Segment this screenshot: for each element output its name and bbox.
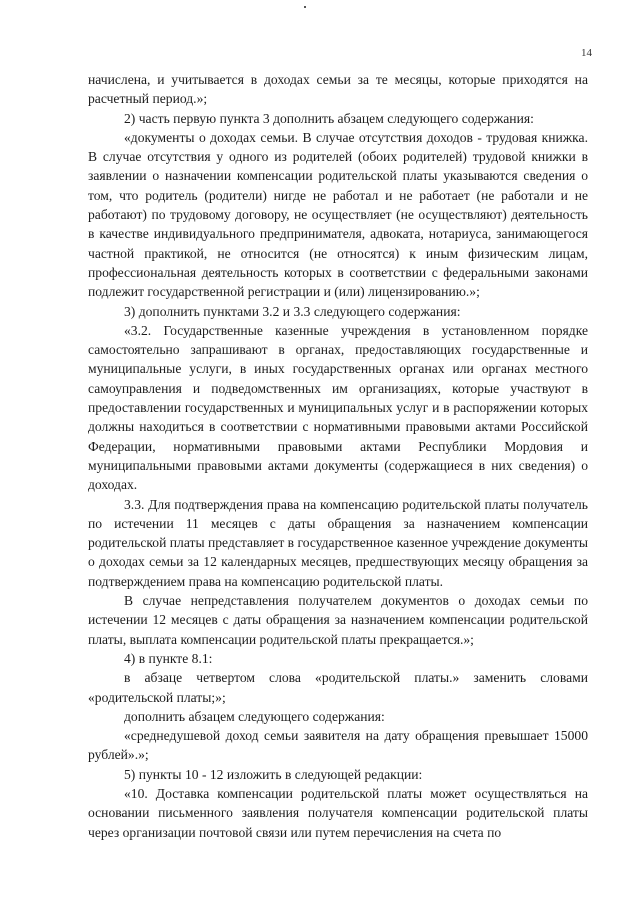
paragraph: 5) пункты 10 - 12 изложить в следующей редакции: — [124, 766, 423, 782]
paragraph: «10. Доставка компенсации родительской платы может осуществляться на основании письменного заявления получателя компенсации родительской платы через организации почтовой связи или путем перечисления на счета по — [88, 785, 588, 840]
page-number: 14 — [581, 47, 592, 59]
document-body — [88, 70, 588, 842]
scan-speck — [304, 6, 306, 8]
paragraph: В случае непредставления получателем документов о доходах семьи по истечении 12 месяцев с даты обращения за назначением компенсации родительской платы, выплата компенсации родительской платы прекращается.»; — [88, 593, 588, 647]
paragraph: дополнить абзацем следующего содержания: — [124, 708, 385, 724]
paragraph: 4) в пункте 8.1: — [124, 650, 213, 666]
paragraph: «документы о доходах семьи. В случае отсутствия доходов - трудовая книжка. В случае отсутствия у одного из родителей (обоих родителей) трудовой книжки в заявлении о назначении компенсации родительской платы указываются сведения о том, что родитель (родители) нигде не работал и не работает (не работали и не работают) по трудовому договору, не осуществляет (не осуществляют) деятельность в качестве индивидуального предпринимателя, адвоката, нотариуса, занимающегося частной практикой, не относится (не относятся) к иным физическим лицам, профессиональная деятельность которых в соответствии с федеральными законами подлежит государственной регистрации и (или) лицензированию.»; — [88, 129, 588, 300]
paragraph: 2) часть первую пункта 3 дополнить абзацем следующего содержания: — [124, 110, 534, 126]
paragraph: «3.2. Государственные казенные учреждения в установленном порядке самостоятельно запрашивают в органах, предоставляющих государственные и муниципальные услуги, в иных государственных органах или органах местного самоуправления и подведомственных им организациях, которые участвуют в предоставлении государственных и муниципальных услуг и в распоряжении которых должны находиться в соответствии с нормативными правовыми актами Российской Федерации, нормативными правовыми актами Республики Мордовия и муниципальными правовыми актами документы (содержащиеся в них сведения) о доходах. — [88, 322, 588, 493]
paragraph: в абзаце четвертом слова «родительской платы.» заменить словами «родительской платы;»; — [88, 670, 588, 705]
paragraph: 3.3. Для подтверждения права на компенсацию родительской платы получатель по истечении 11 месяцев с даты обращения за назначением компенсации родительской платы представляет в государственное казенное учреждение документы о доходах семьи за 12 календарных месяцев, предшествующих месяцу обращения за подтверждением права на компенсацию родительской платы. — [88, 496, 588, 589]
paragraph: начислена, и учитывается в доходах семьи за те месяцы, которые приходятся на расчетный период.»; — [88, 72, 588, 107]
paragraph: «среднедушевой доход семьи заявителя на дату обращения превышает 15000 рублей».»; — [88, 728, 588, 763]
paragraph: 3) дополнить пунктами 3.2 и 3.3 следующего содержания: — [124, 303, 461, 319]
